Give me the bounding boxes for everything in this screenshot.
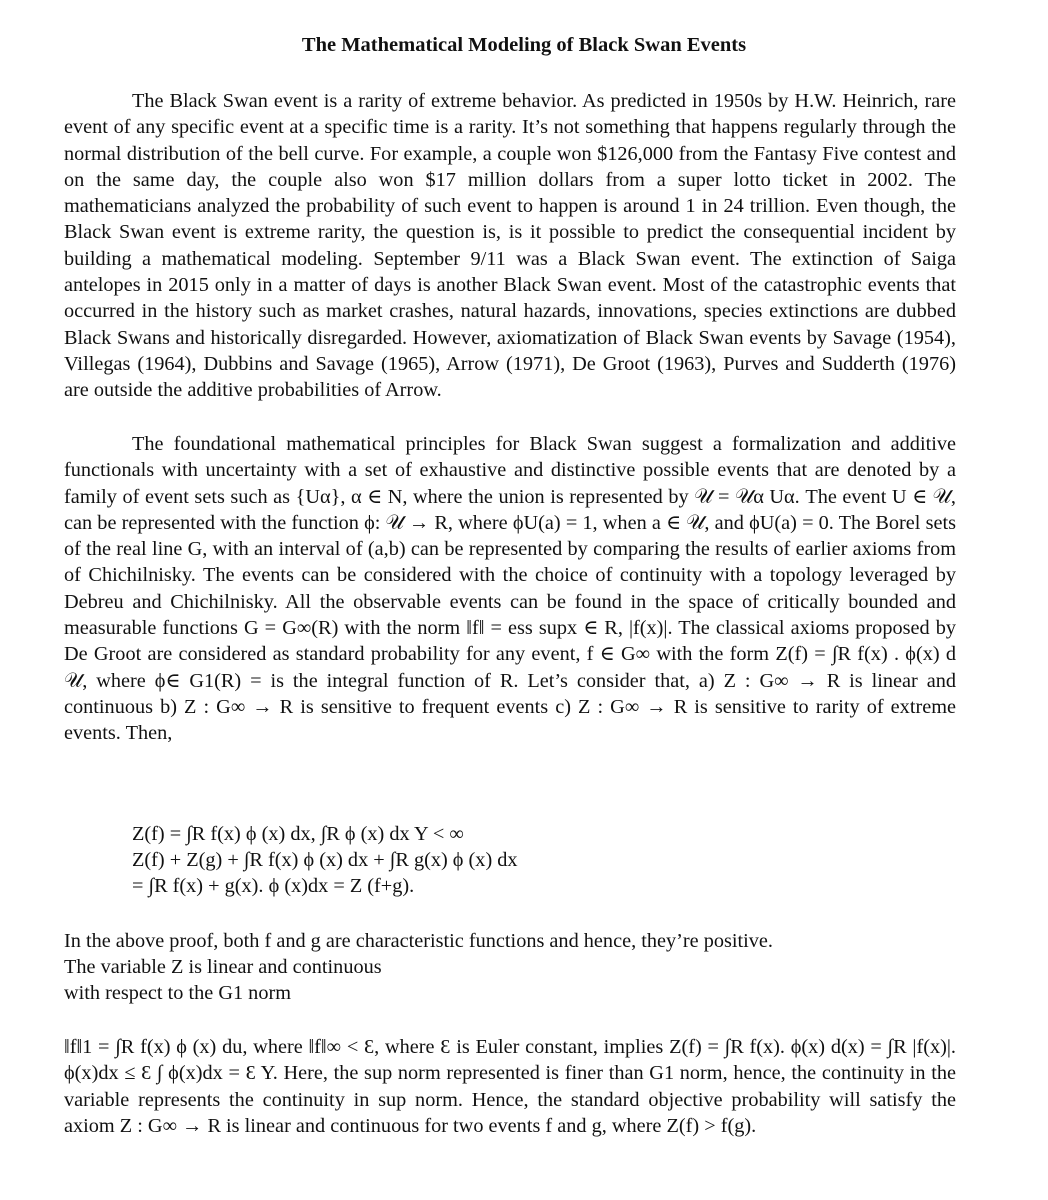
equation-line-1: Z(f) = ∫R f(x) ϕ (x) dx, ∫R ϕ (x) dx Y < ∞	[132, 823, 464, 845]
paragraph-introduction: The Black Swan event is a rarity of extreme behavior. As predicted in 1950s by H.W. Heinrich, rare event of any specific event at a specific time is a rarity. It’s not something that happens regularly through the normal distribution of the bell curve. For example, a couple won $126,000 from the Fantasy Five contest and on the same day, the couple also won $17 million dollars from a super lotto ticket in 2002. The mathematicians analyzed the probability of such event to happen is around 1 in 24 trillion. Even though, the Black Swan event is extreme rarity, the question is, is it possible to predict the consequential incident by building a mathematical modeling. September 9/11 was a Black Swan event. The extinction of Saiga antelopes in 2015 only in a matter of days is another Black Swan event. Most of the catastrophic events that occurred in the history such as market crashes, natural hazards, innovations, species extinctions are dubbed Black Swans and historically disregarded. However, axiomatization of Black Swan events by Savage (1954), Villegas (1964), Dubbins and Savage (1965), Arrow (1971), De Groot (1963), Purves and Sudderth (1976) are outside the additive probabilities of Arrow.	[64, 90, 956, 402]
proof-note-line-2: The variable Z is linear and continuous	[64, 956, 382, 978]
paragraph-norm-continuity: ‖f‖1 = ∫R f(x) ϕ (x) du, where ‖f‖∞ < Ɛ, where Ɛ is Euler constant, implies Z(f) = ∫R f(x). ϕ(x) d(x) = ∫R |f(x)|. ϕ(x)dx ≤ Ɛ ∫ ϕ(x)dx = Ɛ Y. Here, the sup norm represented is finer than G1 norm, hence, the continuity in the variable represents the continuity in sup norm. Hence, the standard objective probability will satisfy the axiom Z : G∞ → R is linear and continuous for two events f and g, where Z(f) > f(g).	[64, 1036, 956, 1137]
proof-note-line-1: In the above proof, both f and g are characteristic functions and hence, they’re positive.	[64, 930, 774, 952]
proof-note-line-3: with respect to the G1 norm	[64, 982, 291, 1004]
paragraph-foundations: The foundational mathematical principles for Black Swan suggest a formalization and additive functionals with uncertainty with a set of exhaustive and distinctive possible events that are denoted by a family of event sets such as {Uα}, α ∈ N, where the union is represented by 𝒰 = 𝒰α Uα. The event U ∈ 𝒰, can be represented with the function ϕ: 𝒰 → R, where ϕU(a) = 1, when a ∈ 𝒰, and ϕU(a) = 0. The Borel sets of the real line G, with an interval of (a,b) can be represented by comparing the results of earlier axioms from of Chichilnisky. The events can be considered with the choice of continuity with a topology leveraged by Debreu and Chichilnisky. All the observable events can be found in the space of critically bounded and measurable functions G = G∞(R) with the norm ‖f‖ = ess supx ∈ R, |f(x)|. The classical axioms proposed by De Groot are considered as standard probability for any event, f ∈ G∞ with the form Z(f) = ∫R f(x) . ϕ(x) d 𝒰, where ϕ∈ G1(R) = is the integral function of R. Let’s consider that, a) Z : G∞ → R is linear and continuous b) Z : G∞ → R is sensitive to frequent events c) Z : G∞ → R is sensitive to rarity of extreme events. Then,	[64, 433, 956, 745]
document-title: The Mathematical Modeling of Black Swan Events	[301, 34, 747, 56]
equation-line-2: Z(f) + Z(g) + ∫R f(x) ϕ (x) dx + ∫R g(x) ϕ (x) dx	[132, 849, 518, 871]
equation-line-3: = ∫R f(x) + g(x). ϕ (x)dx = Z (f+g).	[132, 875, 415, 897]
